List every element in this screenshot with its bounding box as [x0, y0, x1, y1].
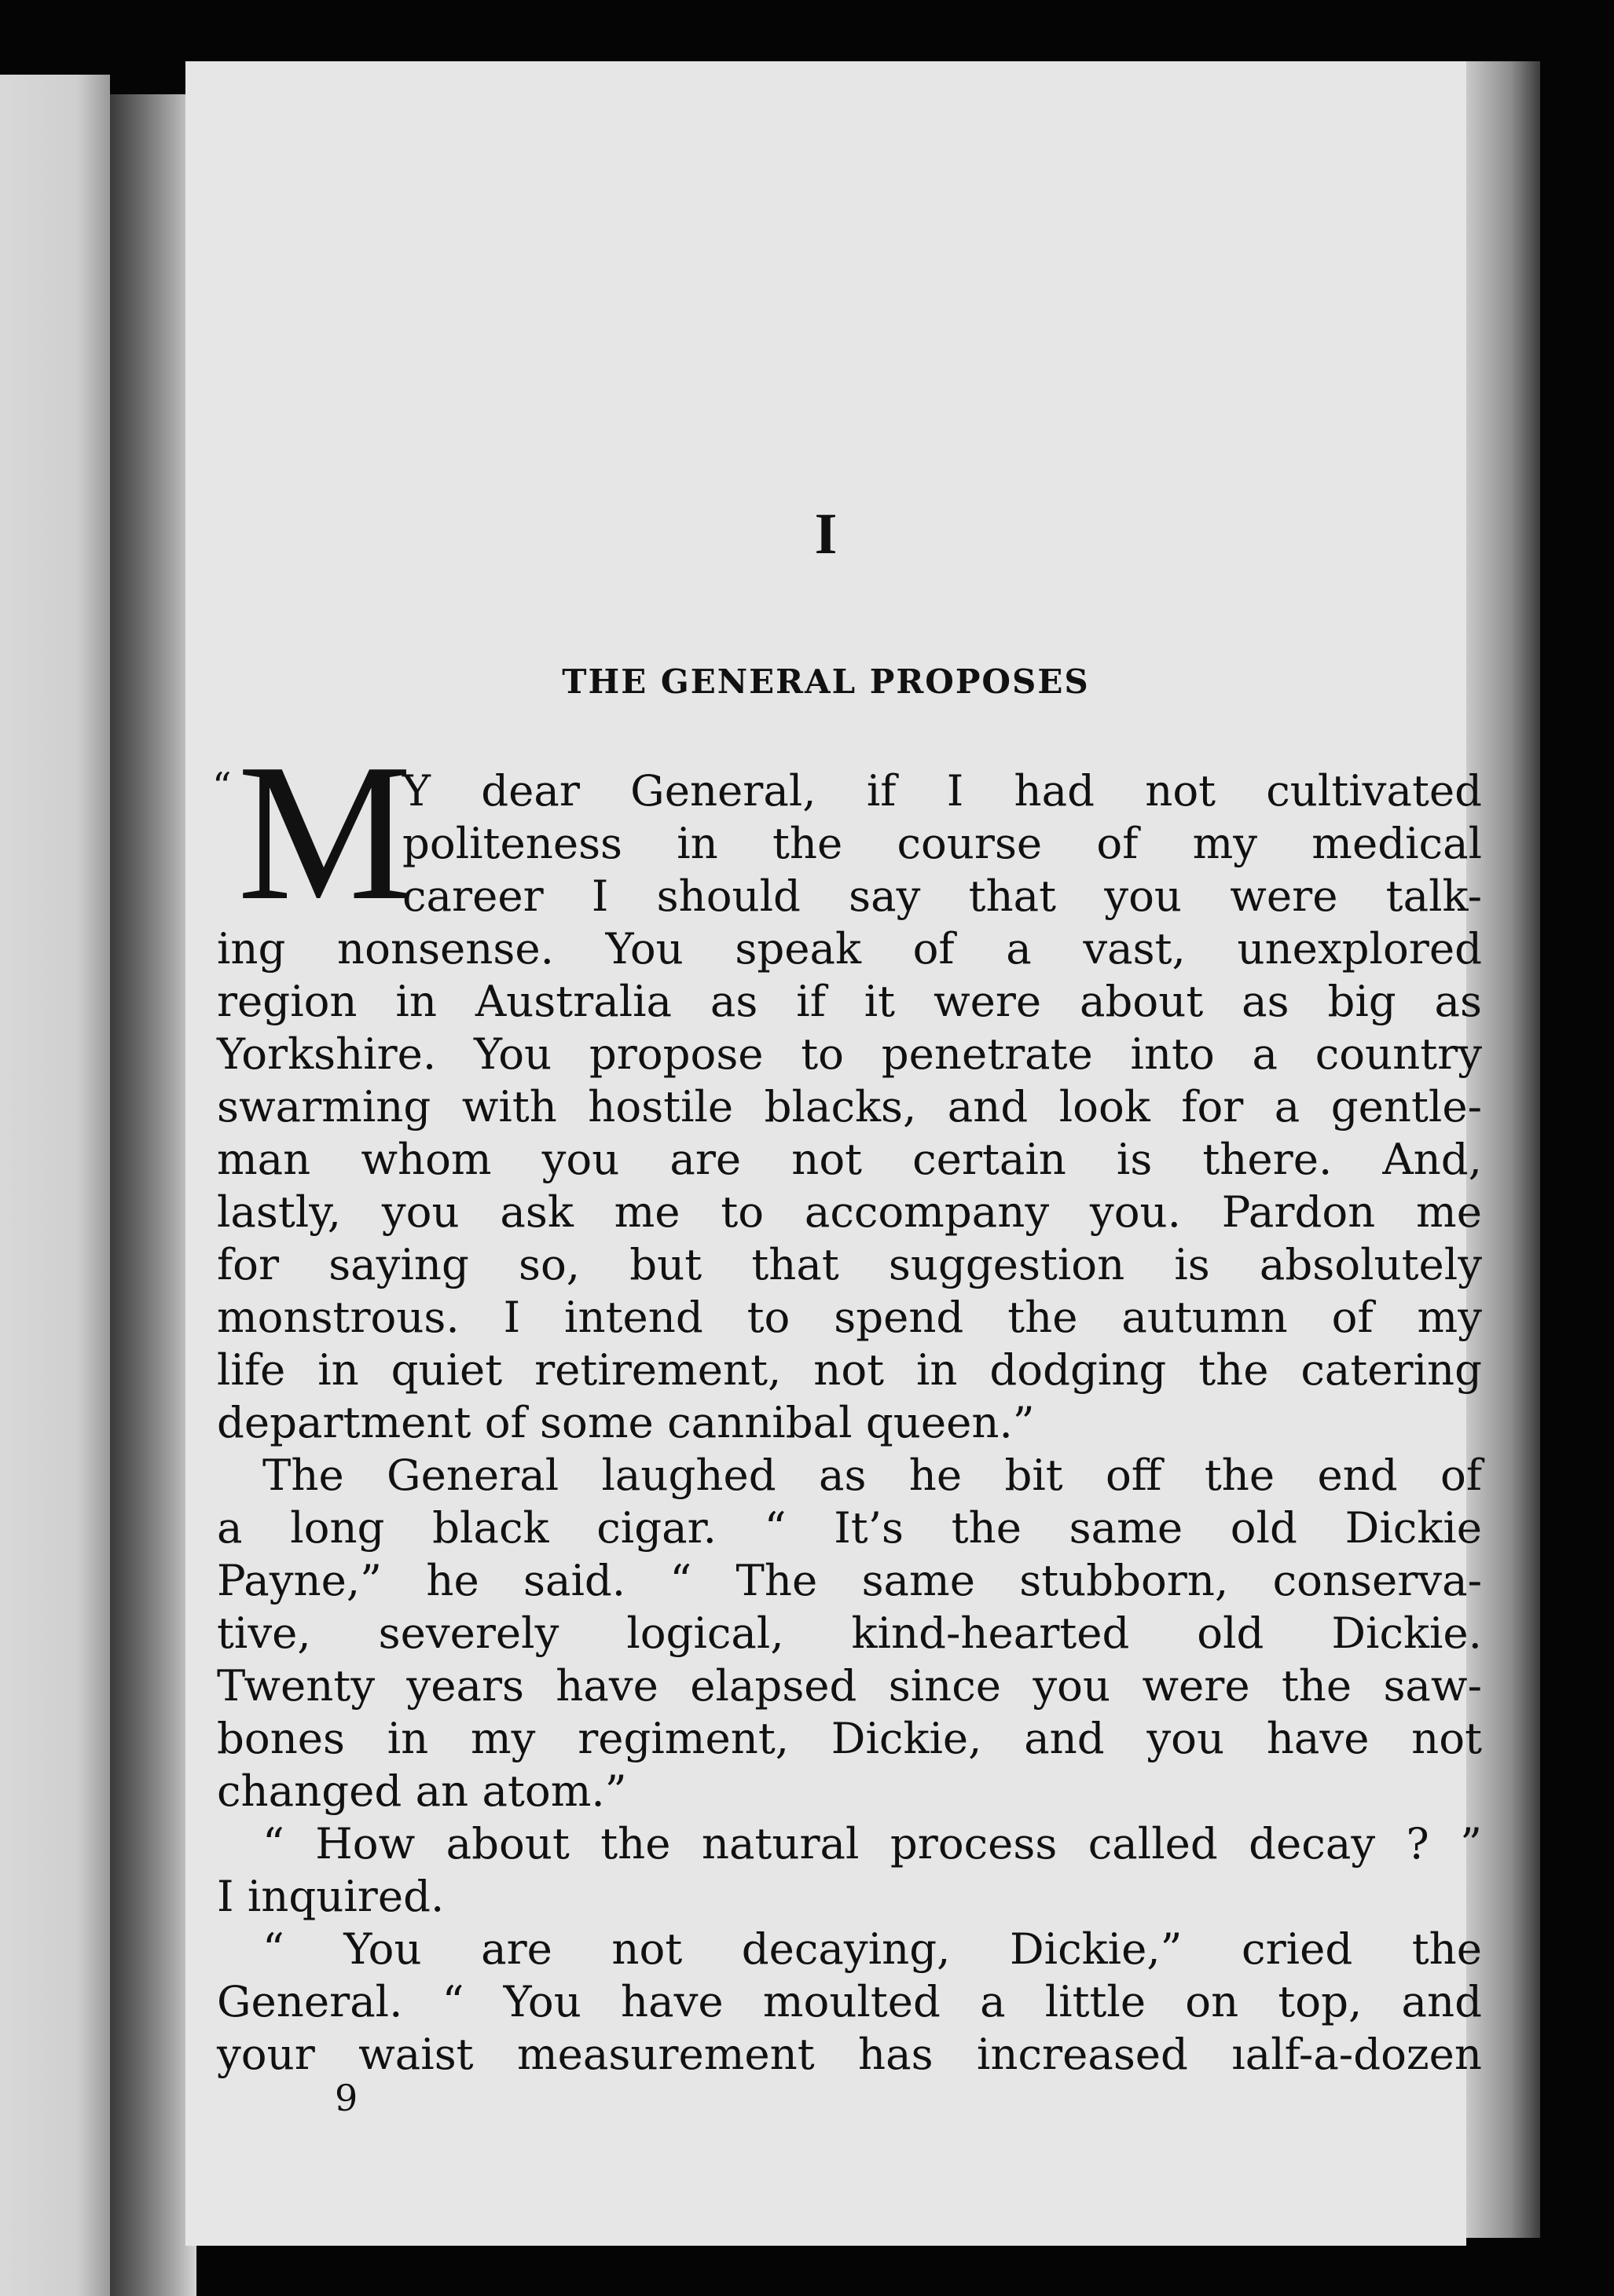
body-text	[212, 724, 1482, 2081]
text-line: career I should say that you were talk-	[402, 871, 1482, 921]
text-line: monstrous. I intend to spend the autumn of my	[217, 1292, 1482, 1342]
text-line: region in Australia as if it were about as big as	[217, 976, 1482, 1026]
text-line: man whom you are not certain is there. And,	[217, 1134, 1482, 1184]
text-line: General. “ You have moulted a little on top, and	[217, 1976, 1482, 2026]
page-number: 9	[335, 2077, 358, 2119]
text-line: a long black cigar. “ It’s the same old Dickie	[217, 1502, 1482, 1553]
facing-page-edge	[0, 75, 110, 2296]
chapter-title: THE GENERAL PROPOSES	[562, 662, 1090, 701]
text-line: “ How about the natural process called decay ? ”	[262, 1818, 1482, 1869]
text-line: lastly, you ask me to accompany you. Pardon me	[217, 1187, 1482, 1237]
chapter-number: I	[814, 502, 838, 567]
text-line: “ You are not decaying, Dickie,” cried the	[262, 1924, 1482, 1974]
text-line: Payne,” he said. “ The same stubborn, conserva-	[217, 1555, 1482, 1605]
opening-quote-mark: “	[212, 765, 232, 809]
text-line: department of some cannibal queen.”	[217, 1397, 1035, 1447]
drop-cap-block	[212, 724, 413, 941]
text-line: changed an atom.”	[217, 1766, 627, 1816]
text-line: The General laughed as he bit off the end of	[262, 1450, 1482, 1500]
text-line: bones in my regiment, Dickie, and you have not	[217, 1713, 1482, 1763]
drop-cap-letter: M	[237, 724, 413, 941]
text-line: for saying so, but that suggestion is absolutely	[217, 1239, 1482, 1289]
text-line: tive, severely logical, kind-hearted old Dickie.	[217, 1608, 1482, 1658]
text-line: Twenty years have elapsed since you were the saw-	[217, 1660, 1482, 1711]
text-line: Yorkshire. You propose to penetrate into a country	[217, 1029, 1482, 1079]
text-line: politeness in the course of my medical	[402, 818, 1482, 868]
text-line: Y dear General, if I had not cultivated	[402, 765, 1482, 816]
text-line: swarming with hostile blacks, and look for a gentle-	[217, 1081, 1482, 1131]
text-line: I inquired.	[217, 1871, 445, 1921]
text-line: ing nonsense. You speak of a vast, unexplored	[217, 923, 1482, 974]
book-page	[185, 61, 1482, 2246]
book-gutter	[110, 94, 196, 2296]
text-line: life in quiet retirement, not in dodging the catering	[217, 1344, 1482, 1395]
text-line: your waist measurement has increased ıalf-a-dozen	[217, 2029, 1482, 2079]
